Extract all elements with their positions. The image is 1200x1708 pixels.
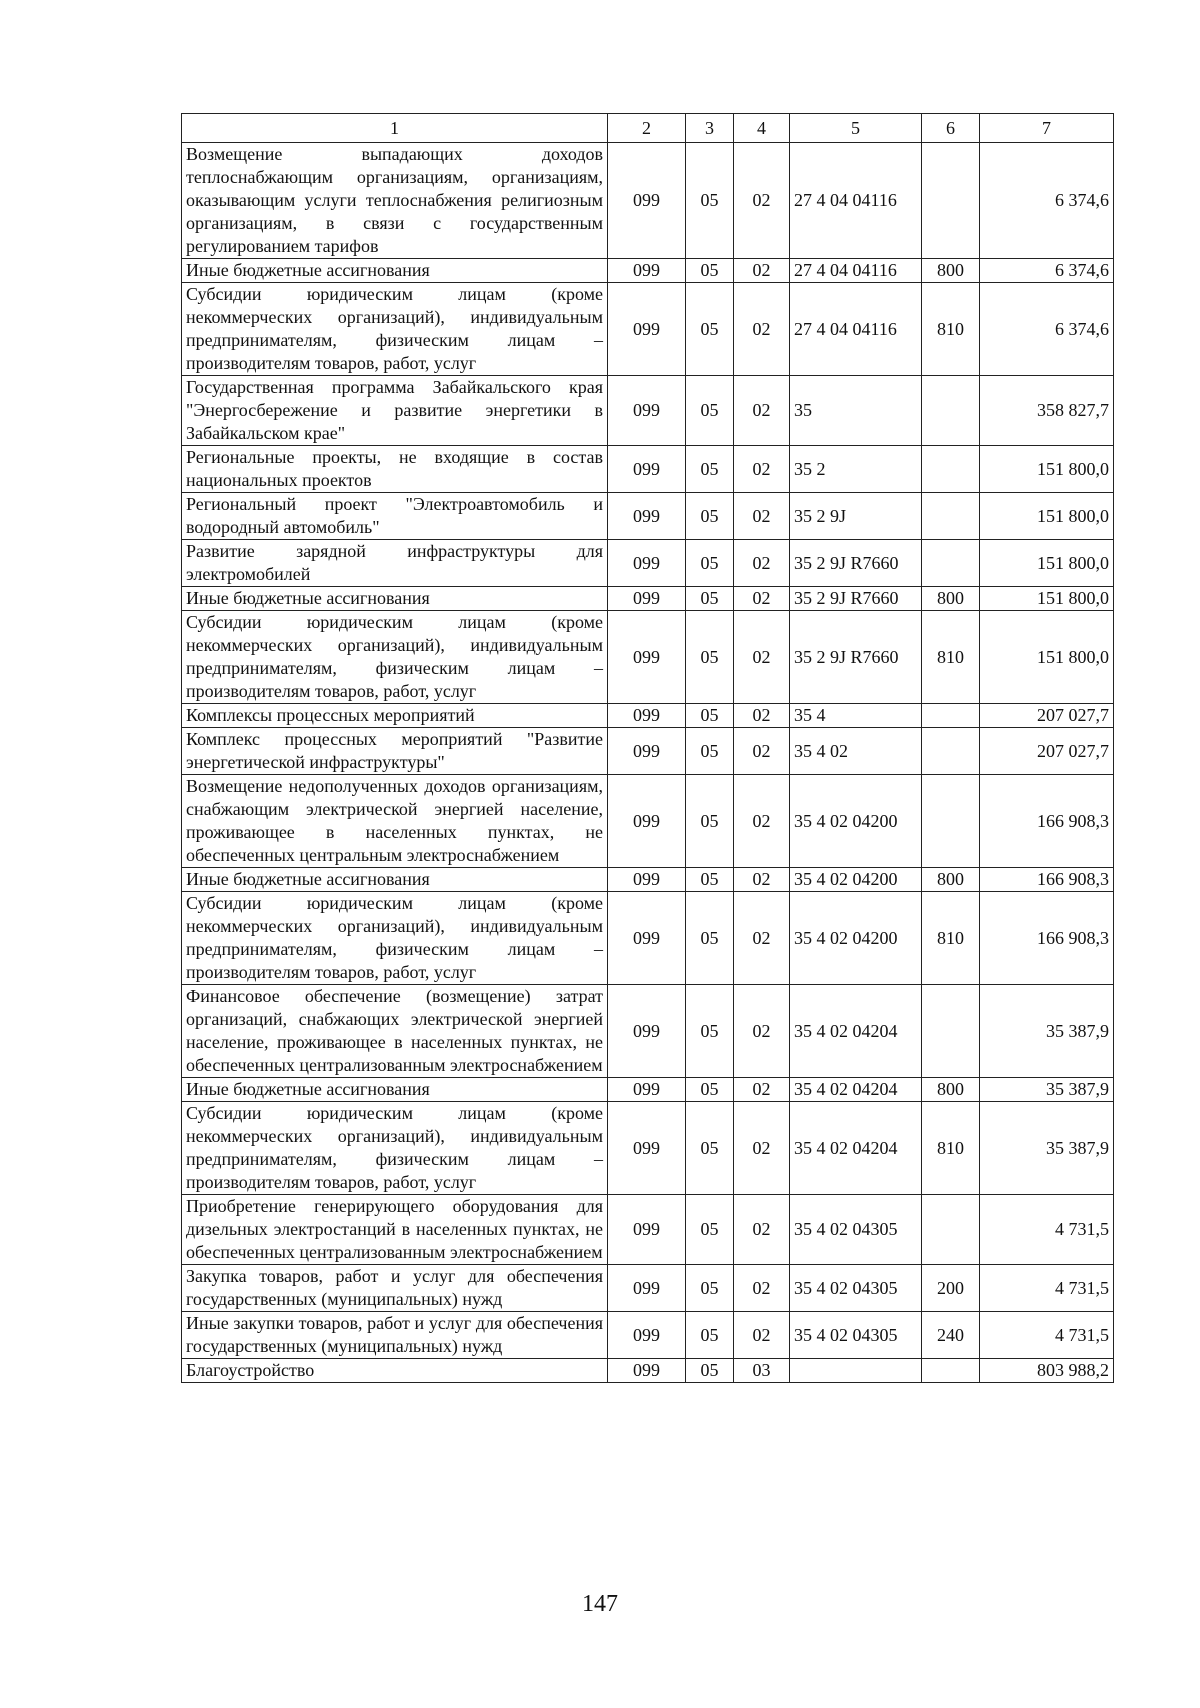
- cell-expense-type: [922, 376, 980, 446]
- table-row: [182, 143, 1114, 259]
- cell-name: Возмещение выпадающих доходов теплоснабжающим организациям, организациям, оказывающим услуги теплоснабжения религиозным организациям, в связи с государственным регулированием тарифов: [182, 143, 608, 259]
- cell-ministry-code: 099: [608, 1265, 686, 1312]
- cell-section-code: 05: [686, 728, 734, 775]
- cell-name: Иные закупки товаров, работ и услуг для обеспечения государственных (муниципальных) нужд: [182, 1312, 608, 1359]
- cell-name: Субсидии юридическим лицам (кроме некоммерческих организаций), индивидуальным предпринимателям, физическим лицам – производителям товаров, работ, услуг: [182, 611, 608, 704]
- cell-amount: 4 731,5: [980, 1265, 1114, 1312]
- cell-target-article: 35 2 9J: [790, 493, 922, 540]
- cell-amount: 207 027,7: [980, 704, 1114, 728]
- col-header-7: 7: [980, 114, 1114, 143]
- cell-section-code: 05: [686, 1102, 734, 1195]
- cell-ministry-code: 099: [608, 259, 686, 283]
- table-body: [182, 143, 1114, 1383]
- budget-table: [181, 113, 1114, 1383]
- cell-expense-type: 240: [922, 1312, 980, 1359]
- cell-ministry-code: 099: [608, 1195, 686, 1265]
- cell-expense-type: [922, 1195, 980, 1265]
- cell-expense-type: 800: [922, 868, 980, 892]
- cell-name: Региональные проекты, не входящие в состав национальных проектов: [182, 446, 608, 493]
- cell-subsection-code: 02: [734, 446, 790, 493]
- cell-subsection-code: 02: [734, 1195, 790, 1265]
- cell-amount: 4 731,5: [980, 1312, 1114, 1359]
- table-row: [182, 985, 1114, 1078]
- cell-subsection-code: 02: [734, 493, 790, 540]
- cell-ministry-code: 099: [608, 704, 686, 728]
- col-header-1: 1: [182, 114, 608, 143]
- cell-section-code: 05: [686, 283, 734, 376]
- cell-ministry-code: 099: [608, 1312, 686, 1359]
- cell-target-article: [790, 1359, 922, 1383]
- col-header-3: 3: [686, 114, 734, 143]
- cell-name: Закупка товаров, работ и услуг для обеспечения государственных (муниципальных) нужд: [182, 1265, 608, 1312]
- cell-name: Благоустройство: [182, 1359, 608, 1383]
- cell-section-code: 05: [686, 1078, 734, 1102]
- cell-expense-type: 800: [922, 1078, 980, 1102]
- cell-expense-type: 810: [922, 611, 980, 704]
- cell-expense-type: [922, 985, 980, 1078]
- cell-target-article: 35 4 02 04305: [790, 1312, 922, 1359]
- cell-amount: 35 387,9: [980, 1102, 1114, 1195]
- cell-section-code: 05: [686, 376, 734, 446]
- cell-expense-type: [922, 143, 980, 259]
- cell-name: Финансовое обеспечение (возмещение) затрат организаций, снабжающих электрической энергией население, проживающее в населенных пунктах, не обеспеченных централизованным электроснабжением: [182, 985, 608, 1078]
- cell-ministry-code: 099: [608, 728, 686, 775]
- cell-amount: 151 800,0: [980, 587, 1114, 611]
- cell-section-code: 05: [686, 1359, 734, 1383]
- cell-target-article: 35 4 02 04204: [790, 985, 922, 1078]
- cell-name: Государственная программа Забайкальского края "Энергосбережение и развитие энергетики в Забайкальском крае": [182, 376, 608, 446]
- cell-target-article: 35 4 02: [790, 728, 922, 775]
- cell-amount: 35 387,9: [980, 985, 1114, 1078]
- table-row: [182, 1195, 1114, 1265]
- cell-ministry-code: 099: [608, 143, 686, 259]
- cell-expense-type: 810: [922, 283, 980, 376]
- col-header-4: 4: [734, 114, 790, 143]
- cell-target-article: 35 4 02 04200: [790, 868, 922, 892]
- cell-name: Комплекс процессных мероприятий "Развитие энергетической инфраструктуры": [182, 728, 608, 775]
- cell-subsection-code: 02: [734, 611, 790, 704]
- cell-target-article: 27 4 04 04116: [790, 259, 922, 283]
- cell-name: Комплексы процессных мероприятий: [182, 704, 608, 728]
- table-row: [182, 376, 1114, 446]
- cell-subsection-code: 02: [734, 540, 790, 587]
- table-row: [182, 704, 1114, 728]
- cell-ministry-code: 099: [608, 283, 686, 376]
- cell-ministry-code: 099: [608, 587, 686, 611]
- cell-expense-type: 800: [922, 259, 980, 283]
- cell-ministry-code: 099: [608, 376, 686, 446]
- cell-subsection-code: 02: [734, 892, 790, 985]
- cell-name: Иные бюджетные ассигнования: [182, 1078, 608, 1102]
- cell-ministry-code: 099: [608, 1359, 686, 1383]
- cell-name: Субсидии юридическим лицам (кроме некоммерческих организаций), индивидуальным предпринимателям, физическим лицам – производителям товаров, работ, услуг: [182, 283, 608, 376]
- cell-amount: 151 800,0: [980, 446, 1114, 493]
- cell-expense-type: 200: [922, 1265, 980, 1312]
- cell-target-article: 35 4 02 04200: [790, 775, 922, 868]
- cell-section-code: 05: [686, 259, 734, 283]
- cell-section-code: 05: [686, 611, 734, 704]
- cell-amount: 166 908,3: [980, 775, 1114, 868]
- cell-section-code: 05: [686, 892, 734, 985]
- cell-ministry-code: 099: [608, 611, 686, 704]
- cell-target-article: 35 2 9J R7660: [790, 540, 922, 587]
- cell-target-article: 35 2: [790, 446, 922, 493]
- table-row: [182, 1102, 1114, 1195]
- cell-section-code: 05: [686, 540, 734, 587]
- cell-expense-type: [922, 704, 980, 728]
- table-row: [182, 1359, 1114, 1383]
- cell-section-code: 05: [686, 985, 734, 1078]
- cell-target-article: 27 4 04 04116: [790, 283, 922, 376]
- cell-section-code: 05: [686, 143, 734, 259]
- cell-amount: 151 800,0: [980, 493, 1114, 540]
- cell-amount: 166 908,3: [980, 868, 1114, 892]
- cell-target-article: 35 2 9J R7660: [790, 611, 922, 704]
- cell-target-article: 35 2 9J R7660: [790, 587, 922, 611]
- page-number: 147: [582, 1591, 618, 1617]
- table-row: [182, 892, 1114, 985]
- cell-subsection-code: 02: [734, 587, 790, 611]
- table-row: [182, 1078, 1114, 1102]
- cell-expense-type: 800: [922, 587, 980, 611]
- cell-section-code: 05: [686, 446, 734, 493]
- cell-amount: 35 387,9: [980, 1078, 1114, 1102]
- cell-expense-type: [922, 775, 980, 868]
- cell-expense-type: [922, 493, 980, 540]
- cell-name: Иные бюджетные ассигнования: [182, 868, 608, 892]
- cell-target-article: 35 4 02 04200: [790, 892, 922, 985]
- cell-subsection-code: 02: [734, 704, 790, 728]
- cell-name: Иные бюджетные ассигнования: [182, 587, 608, 611]
- cell-subsection-code: 02: [734, 143, 790, 259]
- cell-expense-type: 810: [922, 892, 980, 985]
- cell-target-article: 35 4: [790, 704, 922, 728]
- table-row: [182, 540, 1114, 587]
- cell-name: Приобретение генерирующего оборудования для дизельных электростанций в населенных пунктах, не обеспеченных централизованным электроснабжением: [182, 1195, 608, 1265]
- col-header-6: 6: [922, 114, 980, 143]
- cell-expense-type: [922, 1359, 980, 1383]
- cell-expense-type: [922, 540, 980, 587]
- cell-expense-type: [922, 728, 980, 775]
- header-row: [182, 114, 1114, 143]
- cell-target-article: 27 4 04 04116: [790, 143, 922, 259]
- cell-ministry-code: 099: [608, 540, 686, 587]
- cell-ministry-code: 099: [608, 1078, 686, 1102]
- cell-section-code: 05: [686, 1195, 734, 1265]
- table-row: [182, 868, 1114, 892]
- table-row: [182, 259, 1114, 283]
- cell-ministry-code: 099: [608, 446, 686, 493]
- cell-section-code: 05: [686, 704, 734, 728]
- cell-name: Иные бюджетные ассигнования: [182, 259, 608, 283]
- cell-name: Субсидии юридическим лицам (кроме некоммерческих организаций), индивидуальным предпринимателям, физическим лицам – производителям товаров, работ, услуг: [182, 1102, 608, 1195]
- cell-amount: 166 908,3: [980, 892, 1114, 985]
- cell-section-code: 05: [686, 1265, 734, 1312]
- cell-subsection-code: 02: [734, 1102, 790, 1195]
- table-row: [182, 1312, 1114, 1359]
- cell-ministry-code: 099: [608, 868, 686, 892]
- cell-subsection-code: 02: [734, 775, 790, 868]
- cell-expense-type: 810: [922, 1102, 980, 1195]
- cell-expense-type: [922, 446, 980, 493]
- cell-subsection-code: 02: [734, 728, 790, 775]
- col-header-2: 2: [608, 114, 686, 143]
- cell-amount: 6 374,6: [980, 283, 1114, 376]
- cell-amount: 151 800,0: [980, 540, 1114, 587]
- cell-ministry-code: 099: [608, 892, 686, 985]
- table-row: [182, 728, 1114, 775]
- cell-subsection-code: 02: [734, 868, 790, 892]
- cell-name: Региональный проект "Электроавтомобиль и водородный автомобиль": [182, 493, 608, 540]
- cell-subsection-code: 02: [734, 283, 790, 376]
- cell-amount: 151 800,0: [980, 611, 1114, 704]
- cell-target-article: 35: [790, 376, 922, 446]
- table-row: [182, 1265, 1114, 1312]
- cell-subsection-code: 03: [734, 1359, 790, 1383]
- cell-ministry-code: 099: [608, 1102, 686, 1195]
- cell-target-article: 35 4 02 04204: [790, 1078, 922, 1102]
- cell-target-article: 35 4 02 04305: [790, 1265, 922, 1312]
- cell-ministry-code: 099: [608, 775, 686, 868]
- cell-section-code: 05: [686, 587, 734, 611]
- cell-amount: 803 988,2: [980, 1359, 1114, 1383]
- table-row: [182, 611, 1114, 704]
- cell-subsection-code: 02: [734, 259, 790, 283]
- cell-amount: 6 374,6: [980, 259, 1114, 283]
- cell-target-article: 35 4 02 04305: [790, 1195, 922, 1265]
- table-row: [182, 775, 1114, 868]
- cell-name: Субсидии юридическим лицам (кроме некоммерческих организаций), индивидуальным предпринимателям, физическим лицам – производителям товаров, работ, услуг: [182, 892, 608, 985]
- cell-section-code: 05: [686, 775, 734, 868]
- table-row: [182, 587, 1114, 611]
- cell-amount: 358 827,7: [980, 376, 1114, 446]
- cell-subsection-code: 02: [734, 1078, 790, 1102]
- cell-section-code: 05: [686, 493, 734, 540]
- cell-amount: 6 374,6: [980, 143, 1114, 259]
- cell-subsection-code: 02: [734, 1265, 790, 1312]
- cell-name: Возмещение недополученных доходов организациям, снабжающим электрической энергией население, проживающее в населенных пунктах, не обеспеченных центральным электроснабжением: [182, 775, 608, 868]
- cell-section-code: 05: [686, 868, 734, 892]
- cell-subsection-code: 02: [734, 1312, 790, 1359]
- cell-section-code: 05: [686, 1312, 734, 1359]
- cell-ministry-code: 099: [608, 493, 686, 540]
- table-row: [182, 493, 1114, 540]
- cell-subsection-code: 02: [734, 376, 790, 446]
- cell-ministry-code: 099: [608, 985, 686, 1078]
- cell-amount: 4 731,5: [980, 1195, 1114, 1265]
- cell-amount: 207 027,7: [980, 728, 1114, 775]
- col-header-5: 5: [790, 114, 922, 143]
- table-row: [182, 446, 1114, 493]
- cell-target-article: 35 4 02 04204: [790, 1102, 922, 1195]
- cell-subsection-code: 02: [734, 985, 790, 1078]
- cell-name: Развитие зарядной инфраструктуры для электромобилей: [182, 540, 608, 587]
- table-row: [182, 283, 1114, 376]
